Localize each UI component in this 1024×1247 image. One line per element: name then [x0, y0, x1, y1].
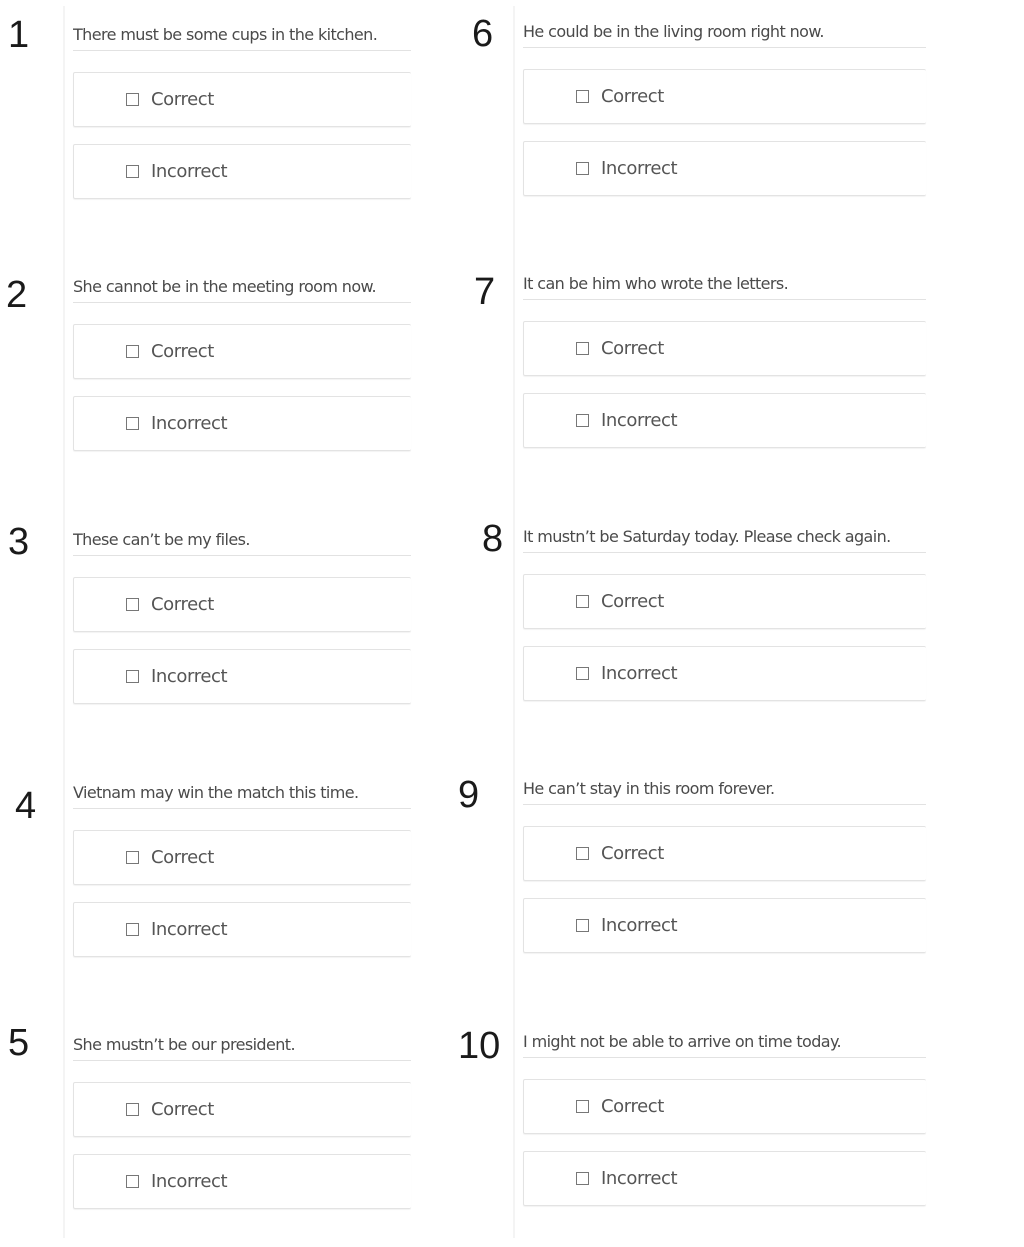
option-correct[interactable]: [73, 1082, 411, 1137]
checkbox-icon[interactable]: [126, 1103, 139, 1116]
option-incorrect[interactable]: [73, 396, 411, 451]
option-label: Incorrect: [151, 1171, 228, 1192]
option-correct[interactable]: [73, 830, 411, 885]
option-label: Incorrect: [151, 666, 228, 687]
option-correct[interactable]: [523, 826, 926, 881]
option-incorrect[interactable]: [73, 1154, 411, 1209]
option-label: Correct: [151, 594, 214, 615]
question-number: 10: [458, 1025, 501, 1067]
option-label: Incorrect: [601, 410, 678, 431]
question-text: Vietnam may win the match this time.: [73, 778, 411, 809]
question-4: [0, 770, 450, 970]
question-number: 4: [15, 785, 37, 827]
checkbox-icon[interactable]: [576, 414, 589, 427]
option-label: Incorrect: [601, 915, 678, 936]
question-number: 5: [8, 1022, 30, 1064]
question-text: There must be some cups in the kitchen.: [73, 20, 411, 51]
checkbox-icon[interactable]: [126, 417, 139, 430]
question-6: [450, 9, 900, 209]
option-correct[interactable]: [73, 72, 411, 127]
question-text: She mustn’t be our president.: [73, 1030, 411, 1061]
question-number: 6: [472, 13, 494, 55]
checkbox-icon[interactable]: [576, 595, 589, 608]
option-label: Correct: [601, 843, 664, 864]
option-correct[interactable]: [523, 574, 926, 629]
question-9: [450, 766, 900, 966]
checkbox-icon[interactable]: [576, 667, 589, 680]
question-text: She cannot be in the meeting room now.: [73, 272, 411, 303]
option-label: Correct: [151, 847, 214, 868]
checkbox-icon[interactable]: [576, 1100, 589, 1113]
checkbox-icon[interactable]: [126, 345, 139, 358]
question-text: He can’t stay in this room forever.: [523, 774, 926, 805]
option-incorrect[interactable]: [523, 141, 926, 196]
option-correct[interactable]: [523, 69, 926, 124]
checkbox-icon[interactable]: [576, 162, 589, 175]
question-text: These can’t be my files.: [73, 525, 411, 556]
checkbox-icon[interactable]: [576, 919, 589, 932]
option-incorrect[interactable]: [523, 393, 926, 448]
question-number: 3: [8, 521, 30, 563]
option-correct[interactable]: [73, 324, 411, 379]
option-label: Correct: [151, 1099, 214, 1120]
question-7: [450, 261, 900, 461]
option-label: Incorrect: [151, 919, 228, 940]
question-1: [0, 12, 450, 212]
option-correct[interactable]: [523, 321, 926, 376]
question-number: 8: [482, 518, 504, 560]
option-incorrect[interactable]: [523, 1151, 926, 1206]
option-label: Correct: [151, 89, 214, 110]
option-label: Incorrect: [151, 161, 228, 182]
question-number: 2: [6, 274, 28, 316]
question-10: [450, 1019, 900, 1219]
checkbox-icon[interactable]: [126, 1175, 139, 1188]
question-5: [0, 1022, 450, 1222]
checkbox-icon[interactable]: [576, 1172, 589, 1185]
option-label: Correct: [601, 86, 664, 107]
option-incorrect[interactable]: [523, 646, 926, 701]
option-label: Correct: [151, 341, 214, 362]
question-2: [0, 264, 450, 464]
option-label: Incorrect: [601, 1168, 678, 1189]
option-incorrect[interactable]: [73, 902, 411, 957]
option-label: Correct: [601, 1096, 664, 1117]
question-text: It can be him who wrote the letters.: [523, 269, 926, 300]
option-incorrect[interactable]: [73, 649, 411, 704]
checkbox-icon[interactable]: [126, 165, 139, 178]
question-text: He could be in the living room right now.: [523, 17, 926, 48]
question-number: 7: [474, 271, 496, 313]
checkbox-icon[interactable]: [126, 93, 139, 106]
checkbox-icon[interactable]: [126, 851, 139, 864]
checkbox-icon[interactable]: [126, 923, 139, 936]
checkbox-icon[interactable]: [576, 847, 589, 860]
option-label: Correct: [601, 338, 664, 359]
question-8: [450, 514, 900, 714]
question-3: [0, 517, 450, 717]
question-number: 1: [8, 14, 30, 56]
option-incorrect[interactable]: [523, 898, 926, 953]
option-label: Incorrect: [601, 663, 678, 684]
question-text: It mustn’t be Saturday today. Please check again.: [523, 522, 926, 553]
question-text: I might not be able to arrive on time today.: [523, 1027, 926, 1058]
checkbox-icon[interactable]: [576, 90, 589, 103]
checkbox-icon[interactable]: [126, 598, 139, 611]
option-label: Correct: [601, 591, 664, 612]
option-correct[interactable]: [523, 1079, 926, 1134]
question-number: 9: [458, 774, 480, 816]
option-label: Incorrect: [151, 413, 228, 434]
option-label: Incorrect: [601, 158, 678, 179]
option-incorrect[interactable]: [73, 144, 411, 199]
option-correct[interactable]: [73, 577, 411, 632]
checkbox-icon[interactable]: [126, 670, 139, 683]
checkbox-icon[interactable]: [576, 342, 589, 355]
